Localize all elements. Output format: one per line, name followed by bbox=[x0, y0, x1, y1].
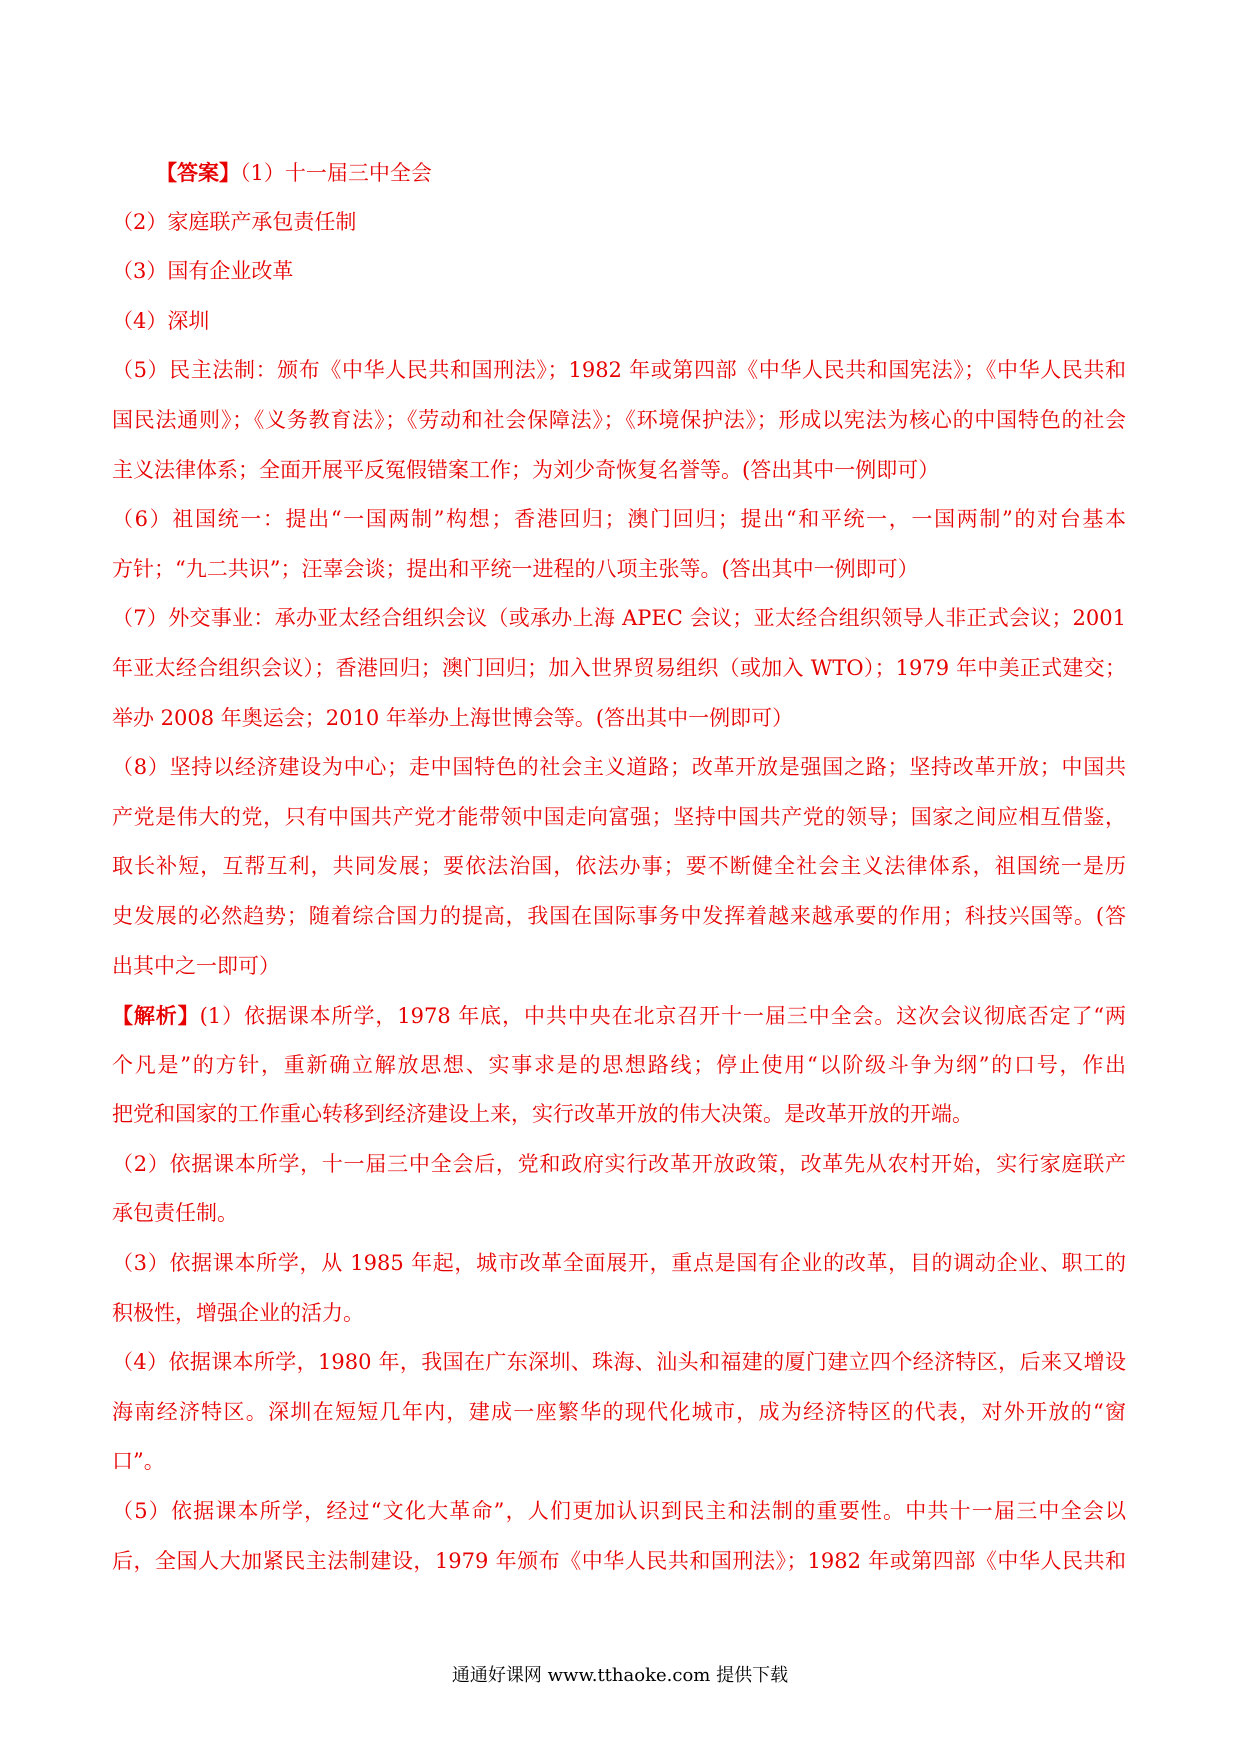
analysis-text: (1）依据课本所学，1978 年底，中共中央在北京召开十一届三中全会。这次会议彻底否定了“两 bbox=[199, 1004, 1127, 1029]
analysis-text: 个凡是”的方针，重新确立解放思想、实事求是的思想路线；停止使用“以阶级斗争为纲”的口号，作出 bbox=[112, 1052, 1126, 1077]
answer-line bbox=[112, 495, 1126, 545]
analysis-text: 积极性，增强企业的活力。 bbox=[112, 1300, 364, 1325]
answer-text: 史发展的必然趋势；随着综合国力的提高，我国在国际事务中发挥着越来越承要的作用；科技兴国等。(答 bbox=[112, 903, 1126, 928]
analysis-text: （4）依据课本所学，1980 年，我国在广东深圳、珠海、汕头和福建的厦门建立四个经济特区，后来又增设 bbox=[112, 1350, 1126, 1375]
answer-line bbox=[112, 594, 1126, 644]
answer-text: 方针；“九二共识”；汪辜会谈；提出和平统一进程的八项主张等。(答出其中一例即可） bbox=[112, 556, 919, 581]
answer-text: （6）祖国统一：提出“一国两制”构想；香港回归；澳门回归；提出“和平统一，一国两制”的对台基本 bbox=[112, 507, 1126, 532]
answer-section bbox=[112, 148, 1126, 991]
answer-item-2 bbox=[112, 198, 1126, 248]
answer-line bbox=[112, 396, 1126, 446]
answer-line bbox=[112, 545, 1126, 595]
analysis-text: （3）依据课本所学，从 1985 年起，城市改革全面展开，重点是国有企业的改革，目的调动企业、职工的 bbox=[112, 1251, 1126, 1276]
answer-text: （5）民主法制：颁布《中华人民共和国刑法》；1982 年或第四部《中华人民共和国宪法》；《中华人民共和 bbox=[112, 358, 1126, 383]
answer-line bbox=[112, 247, 1126, 297]
analysis-section bbox=[112, 991, 1126, 1586]
analysis-text: 把党和国家的工作重心转移到经济建设上来，实行改革开放的伟大决策。是改革开放的开端。 bbox=[112, 1102, 973, 1127]
answer-item-5 bbox=[112, 346, 1126, 495]
analysis-text: 口”。 bbox=[112, 1449, 165, 1474]
answer-line bbox=[112, 446, 1126, 496]
answer-line bbox=[112, 942, 1126, 992]
analysis-text: 承包责任制。 bbox=[112, 1201, 238, 1226]
answer-line bbox=[112, 892, 1126, 942]
answer-text: 出其中之一即可） bbox=[112, 953, 280, 978]
answer-text: （3）国有企业改革 bbox=[112, 259, 294, 284]
analysis-item-1 bbox=[112, 991, 1126, 1140]
analysis-line bbox=[112, 1140, 1126, 1190]
answer-text: 主义法律体系；全面开展平反冤假错案工作；为刘少奇恢复名誉等。(答出其中一例即可） bbox=[112, 457, 940, 482]
answer-text: （1）十一届三中全会 bbox=[240, 161, 432, 185]
analysis-line bbox=[112, 1189, 1126, 1239]
analysis-line bbox=[112, 1437, 1126, 1487]
analysis-line bbox=[112, 1041, 1126, 1091]
answer-line bbox=[112, 694, 1126, 744]
answer-item-8 bbox=[112, 743, 1126, 991]
answer-text: （7）外交事业：承办亚太经合组织会议（或承办上海 APEC 会议；亚太经合组织领导人非正式会议；2001 bbox=[112, 606, 1126, 631]
answer-text: 举办 2008 年奥运会；2010 年举办上海世博会等。(答出其中一例即可） bbox=[112, 705, 794, 730]
answer-line bbox=[112, 793, 1126, 843]
answer-item-1 bbox=[112, 148, 1126, 198]
answer-line bbox=[112, 743, 1126, 793]
answer-item-3 bbox=[112, 247, 1126, 297]
analysis-line bbox=[112, 1289, 1126, 1339]
analysis-line bbox=[112, 1090, 1126, 1140]
analysis-text: 后，全国人大加紧民主法制建设，1979 年颁布《中华人民共和国刑法》；1982 年或第四部《中华人民共和 bbox=[112, 1548, 1126, 1573]
analysis-text: （5）依据课本所学，经过“文化大革命”，人们更加认识到民主和法制的重要性。中共十一届三中全会以 bbox=[112, 1499, 1126, 1524]
answer-text: （8）坚持以经济建设为中心；走中国特色的社会主义道路；改革开放是强国之路；坚持改革开放；中国共 bbox=[112, 755, 1126, 780]
answer-line bbox=[112, 198, 1126, 248]
analysis-line bbox=[112, 1338, 1126, 1388]
answer-line bbox=[112, 297, 1126, 347]
answer-line bbox=[112, 346, 1126, 396]
answer-text: 国民法通则》；《义务教育法》；《劳动和社会保障法》；《环境保护法》；形成以宪法为核心的中国特色的社会 bbox=[112, 407, 1126, 432]
analysis-line bbox=[112, 1487, 1126, 1537]
answer-line bbox=[112, 842, 1126, 892]
page-content bbox=[112, 148, 1126, 1586]
analysis-item-5 bbox=[112, 1487, 1126, 1586]
answer-line bbox=[112, 644, 1126, 694]
answer-text: （4）深圳 bbox=[112, 308, 210, 333]
answer-item-4 bbox=[112, 297, 1126, 347]
answer-text: 取长补短，互帮互利，共同发展；要依法治国，依法办事；要不断健全社会主义法律体系，祖国统一是历 bbox=[112, 854, 1126, 879]
analysis-item-4 bbox=[112, 1338, 1126, 1487]
analysis-line bbox=[112, 991, 1126, 1041]
answer-item-6 bbox=[112, 495, 1126, 594]
analysis-item-3 bbox=[112, 1239, 1126, 1338]
answer-text: 产党是伟大的党，只有中国共产党才能带领中国走向富强；坚持中国共产党的领导；国家之间应相互借鉴， bbox=[112, 804, 1126, 829]
footer-text: 通通好课网 www.tthaoke.com 提供下载 bbox=[451, 1665, 789, 1686]
answer-label: 【答案】 bbox=[156, 160, 240, 185]
analysis-text: （2）依据课本所学，十一届三中全会后，党和政府实行改革开放政策，改革先从农村开始，实行家庭联产 bbox=[112, 1151, 1126, 1176]
analysis-label: 【解析】 bbox=[112, 1003, 200, 1029]
analysis-item-2 bbox=[112, 1140, 1126, 1239]
answer-text: 年亚太经合组织会议）；香港回归；澳门回归；加入世界贸易组织（或加入 WTO）；1979 年中美正式建交； bbox=[112, 655, 1126, 680]
analysis-line bbox=[112, 1537, 1126, 1587]
analysis-line bbox=[112, 1239, 1126, 1289]
analysis-text: 海南经济特区。深圳在短短几年内，建成一座繁华的现代化城市，成为经济特区的代表，对外开放的“窗 bbox=[112, 1399, 1126, 1424]
answer-text: （2）家庭联产承包责任制 bbox=[112, 209, 357, 234]
answer-item-7 bbox=[112, 594, 1126, 743]
answer-line bbox=[112, 148, 1126, 198]
analysis-line bbox=[112, 1388, 1126, 1438]
